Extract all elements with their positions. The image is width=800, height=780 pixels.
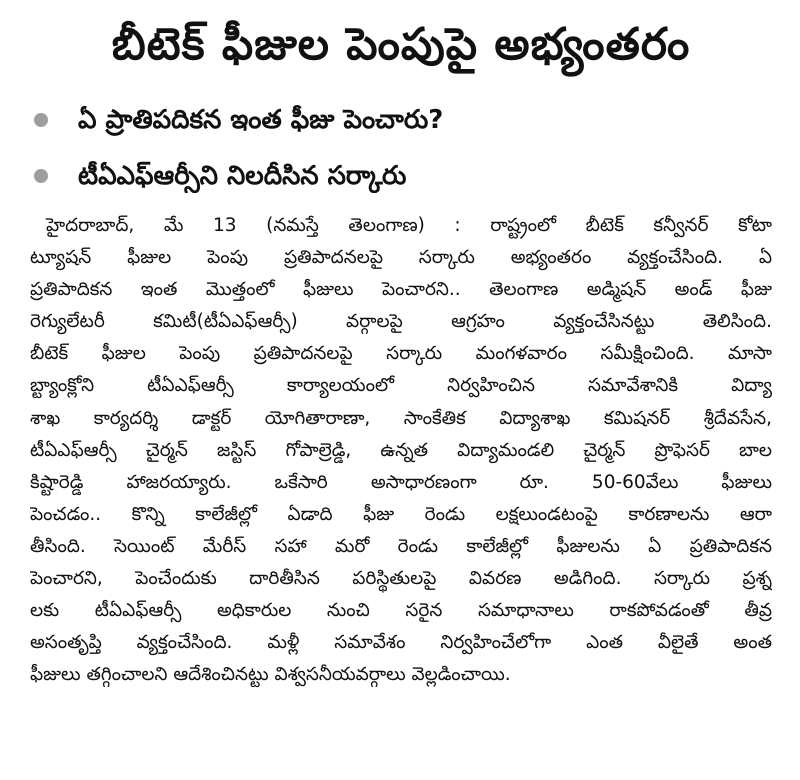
body-line: పెంచడం.. కొన్ని కాలేజీల్లో ఏడాది ఫీజు రెండు లక్షలుండటంపై కారణాలను ఆరా [30,503,772,525]
body-line: ట్యూషన్ ఫీజుల పెంపు ప్రతిపాదనలపై సర్కారు అభ్యంతరం వ్యక్తంచేసింది. ఏ [30,247,772,269]
body-line: పెంచారని, పెంచేందుకు దారితీసిన పరిస్థితులపై వివరణ అడిగింది. సర్కారు ప్రశ్న [30,568,772,590]
body-line: ఫీజులు తగ్గించాలని ఆదేశించినట్టు విశ్వసనీయవర్గాలు వెల్లడించాయి. [30,664,511,686]
body-line: అసంతృప్తి వ్యక్తంచేసింది. మళ్లీ సమావేశం నిర్వహించేలోగా ఎంత వీలైతే అంత [30,632,772,654]
subhead-text: టీఏఎఫ్ఆర్సీని నిలదీసిన సర్కారు [78,161,407,191]
article-body [30,210,772,691]
body-line: బీటెక్ ఫీజుల పెంపు ప్రతిపాదనలపై సర్కారు మంగళవారం సమీక్షించింది. మాసా [30,343,772,365]
body-line: రెగ్యులేటరీ కమిటీ(టీఏఎఫ్ఆర్సీ) వర్గాలపై ఆగ్రహం వ్యక్తంచేసినట్టు తెలిసింది. [30,311,772,333]
body-line: టీఏఎఫ్ఆర్సీ చైర్మన్ జస్టిస్ గోపాల్రెడ్డి, ఉన్నత విద్యామండలి చైర్మన్ ప్రొఫెసర్ బాల [30,439,772,461]
body-line: హైదరాబాద్, మే 13 (నమస్తే తెలంగాణ) : రాష్ట్రంలో బీటెక్ కన్వీనర్ కోటా [46,215,772,236]
bullet-icon [34,169,48,183]
body-line: లకు టీఏఎఫ్ఆర్సీ అధికారుల నుంచి సరైన సమాధానాలు రాకపోవడంతో తీవ్ర [30,600,772,622]
subheads [30,92,772,204]
subhead-item [30,92,772,148]
subhead-text: ఏ ప్రాతిపదికన ఇంత ఫీజు పెంచారు? [78,105,444,135]
headline: బీటెక్ ఫీజుల పెంపుపై అభ్యంతరం [111,19,691,70]
body-line: బ్ట్యాంక్లోని టీఏఎఫ్ఆర్సీ కార్యాలయంలో నిర్వహించిన సమావేశానికి విద్యా [30,375,772,397]
subhead-item [30,148,772,204]
body-line: శాఖ కార్యదర్శి డాక్టర్ యోగితారాణా, సాంకేతిక విద్యాశాఖ కమిషనర్ శ్రీదేవసేన, [30,407,772,429]
body-line: ప్రతిపాదికన ఇంత మొత్తంలో ఫీజులు పెంచారని.. తెలంగాణ అడ్మిషన్ అండ్ ఫీజు [30,279,772,301]
body-line: కిష్టారెడ్డి హాజరయ్యారు. ఒకేసారి అసాధారణంగా రూ. 50-60వేలు ఫీజులు [30,471,772,493]
bullet-icon [34,113,48,127]
body-line: తీసింది. సెయింట్ మేరీస్ సహా మరో రెండు కాలేజీల్లో ఫీజులను ఏ ప్రతిపాదికన [30,535,772,557]
